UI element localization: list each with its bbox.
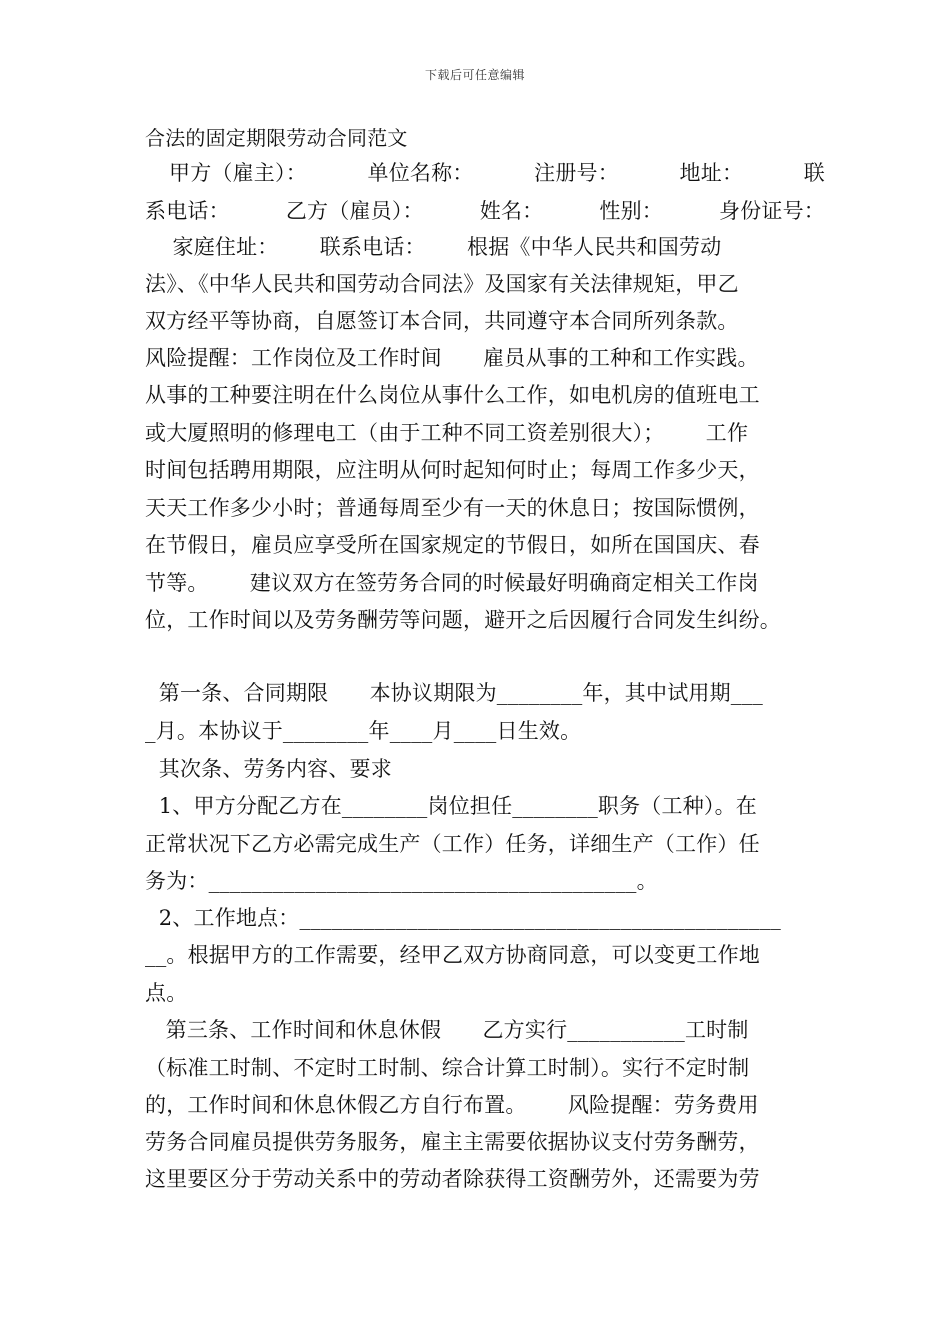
body-line: 法》、《中华人民共和国劳动合同法》及国家有关法律规矩，甲乙	[145, 272, 739, 296]
article-2-line: 务为：________________________________________。	[145, 869, 658, 893]
article-2-line: 点。	[145, 981, 188, 1005]
article-1-line: _月。本协议于________年____月____日生效。	[145, 719, 582, 743]
body-line: 双方经平等协商，自愿签订本合同，共同遵守本合同所列条款。	[145, 309, 739, 333]
article-2-line: 1、甲方分配乙方在________岗位担任________职务（工种）。在	[145, 794, 758, 818]
page-header: 下载后可任意编辑	[424, 68, 525, 82]
article-3-line: （标准工时制、不定时工时制、综合计算工时制）。实行不定时制	[145, 1056, 750, 1080]
party-line-2	[145, 198, 825, 224]
article-2-line: 2、工作地点：_____________________________________________	[145, 906, 782, 930]
body-line: 风险提醒：工作岗位及工作时间 雇员从事的工种和工作实践。	[145, 346, 759, 370]
party-field: 系电话：	[145, 199, 230, 223]
body-line: 节等。 建议双方在签劳务合同的时候最好明确商定相关工作岗	[145, 571, 759, 595]
party-field: 乙方（雇员）：	[285, 199, 424, 223]
body-line: 从事的工种要注明在什么岗位从事什么工作，如电机房的值班电工	[145, 383, 760, 407]
article-2-line: __。根据甲方的工作需要，经甲乙双方协商同意，可以变更工作地	[145, 943, 760, 967]
body-line: 天天工作多少小时；普通每周至少有一天的休息日；按国际惯例，	[145, 496, 760, 520]
body-line: 或大厦照明的修理电工（由于工种不同工资差别很大）； 工作	[145, 421, 749, 445]
body-line: 在节假日，雇员应享受所在国家规定的节假日，如所在国国庆、春	[145, 533, 760, 557]
party-field: 性别：	[599, 199, 663, 223]
body-line: 时间包括聘用期限，应注明从何时起知何时止；每周工作多少天，	[145, 458, 760, 482]
body-line: 家庭住址： 联系电话： 根据《中华人民共和国劳动	[145, 235, 722, 259]
article-1-line: 第一条、合同期限 本协议期限为________年，其中试用期___	[145, 681, 763, 705]
article-2-line: 正常状况下乙方必需完成生产（工作）任务，详细生产（工作）任	[145, 832, 760, 856]
party-field: 联	[803, 161, 825, 185]
party-field: 甲方（雇主）：	[169, 161, 307, 185]
party-field: 身份证号：	[719, 199, 825, 223]
article-3-line: 劳务合同雇员提供劳务服务，雇主主需要依据协议支付劳务酬劳，	[145, 1130, 760, 1154]
document-title: 合法的固定期限劳动合同范文	[145, 126, 408, 150]
article-3-line: 第三条、工作时间和休息休假 乙方实行___________工时制	[145, 1018, 749, 1042]
party-field: 注册号：	[534, 161, 619, 185]
article-2-heading: 其次条、劳务内容、要求	[145, 757, 392, 781]
party-field: 单位名称：	[367, 161, 474, 185]
party-field: 姓名：	[479, 199, 544, 223]
party-line-1	[145, 160, 825, 186]
article-3-line: 这里要区分于劳动关系中的劳动者除获得工资酬劳外，还需要为劳	[145, 1167, 760, 1191]
article-3-line: 的，工作时间和休息休假乙方自行布置。 风险提醒：劳务费用	[145, 1093, 759, 1117]
body-line: 位，工作时间以及劳务酬劳等问题，避开之后因履行合同发生纠纷。	[145, 608, 781, 632]
party-field: 地址：	[679, 161, 744, 185]
